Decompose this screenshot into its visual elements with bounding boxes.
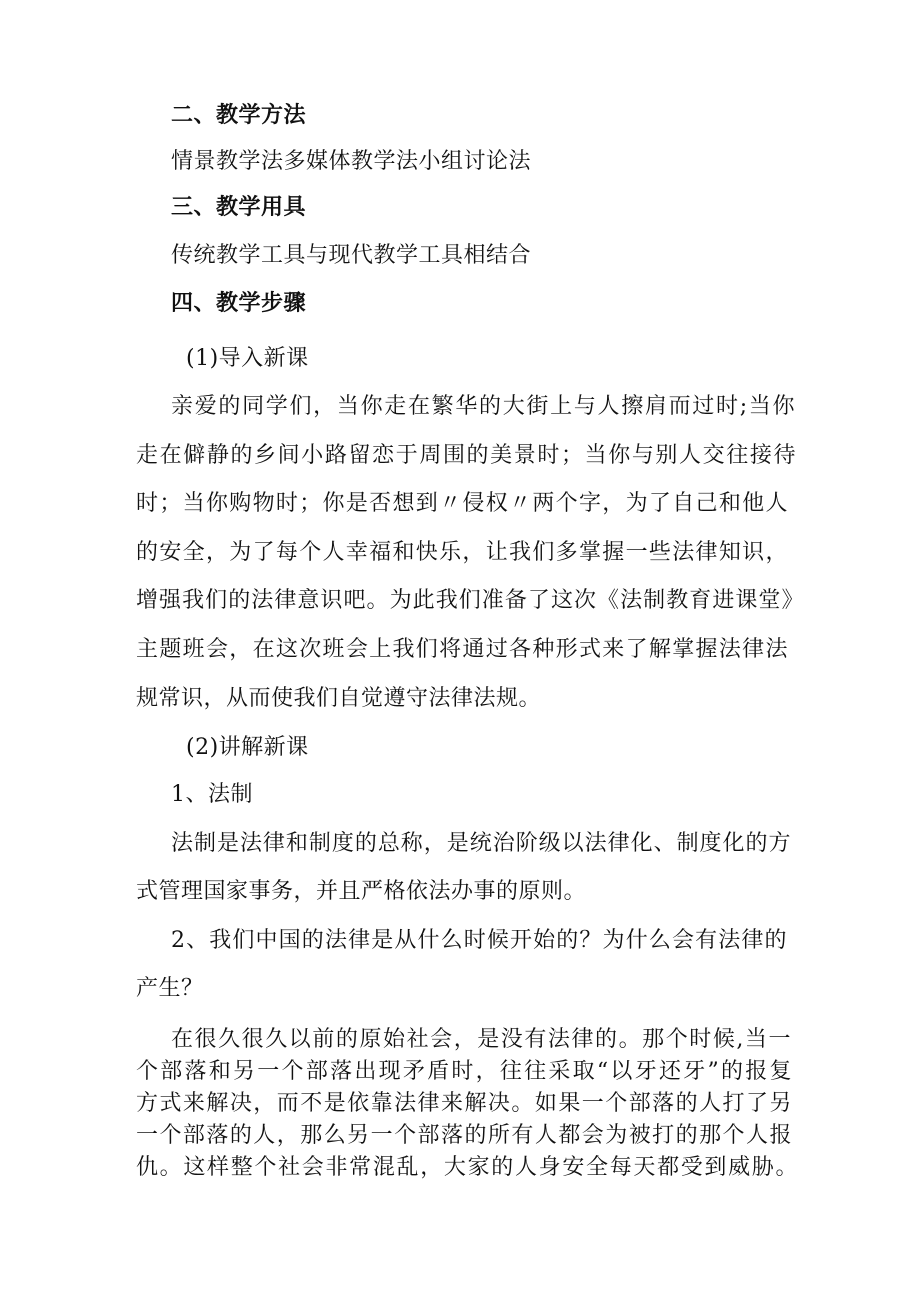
point2-line: 产生？ — [136, 976, 204, 1001]
intro-line: 规常识，从而使我们自觉遵守法律法规。 — [136, 686, 542, 711]
point1-line: 式管理国家事务，并且严格依法办事的原则。 — [136, 879, 587, 904]
point1-line: 法制是法律和制度的总称，是统治阶级以法律化、制度化的方 — [171, 831, 791, 856]
step2-title: (2)讲解新课 — [186, 735, 309, 760]
section-heading-tools: 三、教学用具 — [171, 195, 307, 220]
step1-title: (1)导入新课 — [186, 346, 309, 371]
section-heading-steps: 四、教学步骤 — [171, 291, 307, 316]
method-text: 情景教学法多媒体教学法小组讨论法 — [171, 149, 532, 174]
tools-text: 传统教学工具与现代教学工具相结合 — [171, 243, 532, 268]
section-heading-method: 二、教学方法 — [171, 103, 307, 128]
history-line: 仇。这样整个社会非常混乱，大家的人身安全每天都受到威胁。 — [136, 1155, 798, 1180]
history-line: 一个部落的人，那么另一个部落的所有人都会为被打的那个人报 — [136, 1123, 792, 1148]
point2-line: 2、我们中国的法律是从什么时候开始的？为什么会有法律的 — [171, 928, 787, 953]
point1-title: 1、法制 — [171, 782, 253, 807]
history-line: 方式来解决，而不是依靠法律来解决。如果一个部落的人打了另 — [136, 1091, 792, 1116]
history-line: 在很久很久以前的原始社会，是没有法律的。那个时候,当一 — [171, 1027, 791, 1052]
intro-line: 的安全，为了每个人幸福和快乐，让我们多掌握一些法律知识， — [136, 540, 788, 565]
history-line: 个部落和另一个部落出现矛盾时，往往采取“以牙还牙”的报复 — [136, 1059, 792, 1084]
intro-line: 增强我们的法律意识吧。为此我们准备了这次《法制教育进课堂》 — [136, 588, 804, 613]
intro-line: 主题班会，在这次班会上我们将通过各种形式来了解掌握法律法 — [136, 637, 788, 662]
intro-line: 走在僻静的乡间小路留恋于周围的美景时；当你与别人交往接待 — [136, 443, 796, 468]
intro-line: 亲爱的同学们，当你走在繁华的大街上与人擦肩而过时;当你 — [171, 394, 795, 419]
intro-line: 时；当你购物时；你是否想到〃侵权〃两个字，为了自己和他人 — [136, 491, 788, 516]
